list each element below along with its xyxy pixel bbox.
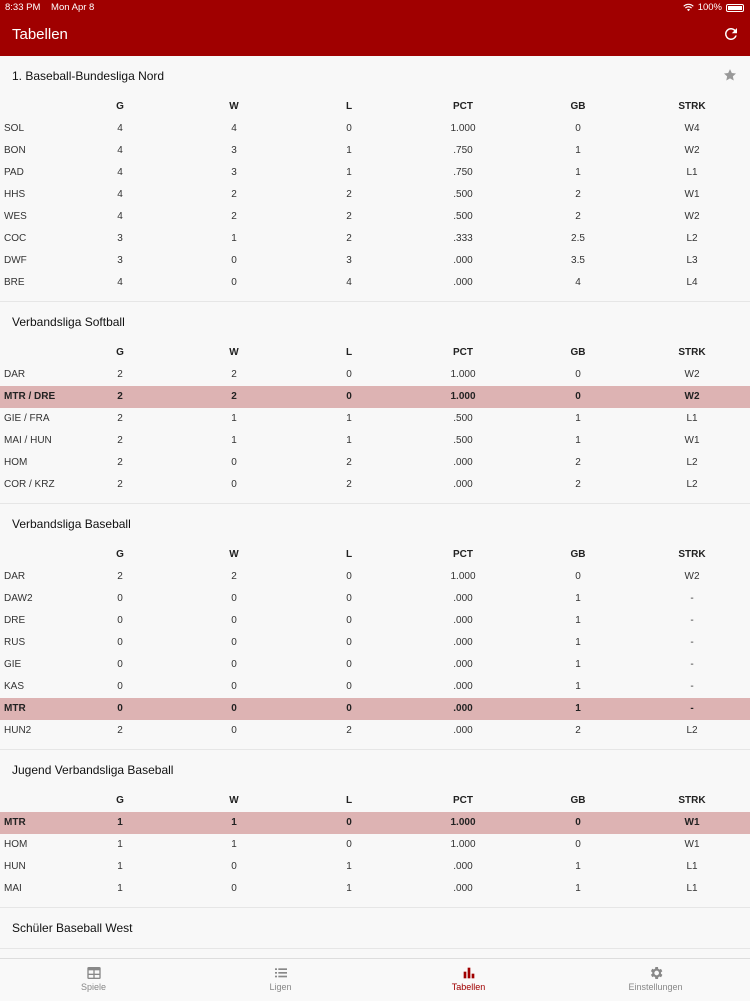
gb-cell: 2 (575, 725, 581, 736)
w-cell: 0 (231, 725, 237, 736)
l-cell: 0 (346, 659, 352, 670)
g-cell: 0 (117, 615, 123, 626)
strk-cell: W2 (684, 369, 700, 380)
pct-cell: .750 (453, 145, 473, 156)
l-cell: 3 (346, 255, 352, 266)
l-cell: 0 (346, 123, 352, 134)
w-cell: 0 (231, 703, 237, 714)
g-cell: 2 (117, 369, 123, 380)
gb-cell: 0 (575, 123, 581, 134)
status-time: 8:33 PM (5, 2, 41, 13)
column-header-strk: STRK (678, 795, 706, 806)
w-cell: 0 (231, 637, 237, 648)
w-cell: 1 (231, 413, 237, 424)
battery-percent: 100% (697, 2, 722, 13)
gb-cell: 3.5 (571, 255, 585, 266)
g-cell: 0 (117, 703, 123, 714)
table-row[interactable] (0, 228, 750, 250)
gb-cell: 2.5 (571, 233, 585, 244)
strk-cell: - (690, 593, 694, 604)
column-header-strk: STRK (678, 549, 706, 560)
gb-cell: 2 (575, 189, 581, 200)
l-cell: 2 (346, 479, 352, 490)
gb-cell: 1 (575, 637, 581, 648)
l-cell: 2 (346, 233, 352, 244)
strk-cell: L2 (686, 233, 698, 244)
team-cell: WES (4, 211, 27, 222)
strk-cell: - (690, 703, 694, 714)
table-row[interactable] (0, 676, 750, 698)
tab-einstellungen[interactable] (562, 959, 749, 1001)
team-cell: MTR (4, 817, 26, 828)
team-cell: BRE (4, 277, 25, 288)
column-header-w: W (229, 101, 239, 112)
column-header-g: G (116, 795, 124, 806)
strk-cell: W1 (684, 435, 700, 446)
gear-icon (648, 965, 664, 981)
w-cell: 3 (231, 167, 237, 178)
section-title: Verbandsliga Baseball (12, 517, 131, 531)
column-header-l: L (345, 101, 353, 112)
team-cell: DAR (4, 369, 26, 380)
tab-label: Spiele (80, 982, 107, 992)
w-cell: 0 (231, 659, 237, 670)
strk-cell: - (690, 637, 694, 648)
l-cell: 1 (346, 435, 352, 446)
gb-cell: 0 (575, 369, 581, 380)
w-cell: 1 (231, 839, 237, 850)
g-cell: 4 (117, 167, 123, 178)
l-cell: 0 (346, 369, 352, 380)
table-row[interactable] (0, 250, 750, 272)
standings-section (0, 56, 750, 302)
pct-cell: 1.000 (450, 391, 476, 402)
w-cell: 2 (231, 189, 237, 200)
team-cell: HOM (4, 839, 28, 850)
table-row[interactable] (0, 632, 750, 654)
l-cell: 1 (346, 167, 352, 178)
pct-cell: .000 (453, 479, 473, 490)
g-cell: 2 (117, 413, 123, 424)
strk-cell: L2 (686, 479, 698, 490)
team-cell: PAD (4, 167, 24, 178)
pct-cell: .000 (453, 659, 473, 670)
team-cell: DWF (4, 255, 27, 266)
l-cell: 2 (346, 725, 352, 736)
g-cell: 2 (117, 725, 123, 736)
l-cell: 1 (346, 145, 352, 156)
column-header-g: G (116, 549, 124, 560)
section-title: Verbandsliga Softball (12, 315, 125, 329)
g-cell: 1 (117, 861, 123, 872)
column-header-pct: PCT (453, 347, 473, 358)
section-spacer (0, 742, 750, 749)
calendar-icon (86, 965, 102, 981)
gb-cell: 2 (575, 211, 581, 222)
table-row[interactable] (0, 720, 750, 742)
pct-cell: .500 (453, 189, 473, 200)
gb-cell: 1 (575, 435, 581, 446)
strk-cell: - (690, 615, 694, 626)
table-row[interactable] (0, 812, 750, 834)
strk-cell: L1 (686, 167, 698, 178)
w-cell: 0 (231, 593, 237, 604)
g-cell: 4 (117, 277, 123, 288)
gb-cell: 1 (575, 593, 581, 604)
team-cell: MAI / HUN (4, 435, 52, 446)
table-row[interactable] (0, 386, 750, 408)
page-title: Tabellen (12, 26, 68, 43)
team-cell: COR / KRZ (4, 479, 55, 490)
bar-chart-icon (461, 965, 477, 981)
l-cell: 0 (346, 637, 352, 648)
section-spacer (0, 294, 750, 301)
w-cell: 3 (231, 145, 237, 156)
strk-cell: L1 (686, 413, 698, 424)
l-cell: 2 (346, 457, 352, 468)
w-cell: 2 (231, 391, 237, 402)
team-cell: DAR (4, 571, 26, 582)
g-cell: 4 (117, 189, 123, 200)
strk-cell: W1 (684, 817, 700, 828)
table-row[interactable] (0, 566, 750, 588)
l-cell: 1 (346, 883, 352, 894)
pct-cell: .000 (453, 637, 473, 648)
section-spacer (0, 496, 750, 503)
table-row[interactable] (0, 364, 750, 386)
team-cell: MTR / DRE (4, 391, 56, 402)
column-header-w: W (229, 549, 239, 560)
strk-cell: L2 (686, 725, 698, 736)
pct-cell: 1.000 (450, 571, 476, 582)
g-cell: 2 (117, 571, 123, 582)
table-row[interactable] (0, 162, 750, 184)
gb-cell: 1 (575, 145, 581, 156)
column-header-gb: GB (570, 347, 586, 358)
team-cell: COC (4, 233, 27, 244)
g-cell: 0 (117, 659, 123, 670)
l-cell: 1 (346, 413, 352, 424)
strk-cell: W2 (684, 571, 700, 582)
tab-ligen[interactable] (187, 959, 374, 1001)
gb-cell: 1 (575, 681, 581, 692)
g-cell: 0 (117, 637, 123, 648)
pct-cell: 1.000 (450, 369, 476, 380)
strk-cell: L2 (686, 457, 698, 468)
tab-tabellen[interactable] (375, 959, 562, 1001)
pct-cell: .000 (453, 593, 473, 604)
team-cell: MTR (4, 703, 26, 714)
refresh-icon[interactable] (722, 25, 740, 43)
pct-cell: .000 (453, 615, 473, 626)
g-cell: 1 (117, 817, 123, 828)
tab-label: Einstellungen (628, 982, 683, 992)
l-cell: 0 (346, 593, 352, 604)
l-cell: 2 (346, 189, 352, 200)
team-cell: DRE (4, 615, 26, 626)
l-cell: 0 (346, 615, 352, 626)
team-cell: RUS (4, 637, 26, 648)
l-cell: 0 (346, 839, 352, 850)
w-cell: 0 (231, 457, 237, 468)
pct-cell: .000 (453, 861, 473, 872)
w-cell: 1 (231, 435, 237, 446)
strk-cell: - (690, 681, 694, 692)
pct-cell: .000 (453, 883, 473, 894)
g-cell: 3 (117, 255, 123, 266)
pct-cell: .000 (453, 277, 473, 288)
gb-cell: 1 (575, 659, 581, 670)
column-header-gb: GB (570, 101, 586, 112)
team-cell: MAI (4, 883, 22, 894)
w-cell: 0 (231, 883, 237, 894)
gb-cell: 1 (575, 861, 581, 872)
w-cell: 0 (231, 479, 237, 490)
w-cell: 2 (231, 571, 237, 582)
pct-cell: .500 (453, 435, 473, 446)
column-header-l: L (345, 347, 353, 358)
gb-cell: 1 (575, 167, 581, 178)
pct-cell: .000 (453, 255, 473, 266)
g-cell: 0 (117, 593, 123, 604)
team-cell: HOM (4, 457, 28, 468)
w-cell: 0 (231, 255, 237, 266)
team-cell: GIE (4, 659, 22, 670)
column-header-l: L (345, 795, 353, 806)
table-row[interactable] (0, 698, 750, 720)
table-row[interactable] (0, 654, 750, 676)
g-cell: 4 (117, 145, 123, 156)
pct-cell: .333 (453, 233, 473, 244)
tab-spiele[interactable] (0, 959, 187, 1001)
column-header-gb: GB (570, 795, 586, 806)
table-row[interactable] (0, 430, 750, 452)
strk-cell: L1 (686, 861, 698, 872)
g-cell: 0 (117, 681, 123, 692)
l-cell: 0 (346, 391, 352, 402)
table-row[interactable] (0, 588, 750, 610)
table-row[interactable] (0, 408, 750, 430)
table-row[interactable] (0, 184, 750, 206)
table-row[interactable] (0, 856, 750, 878)
column-header-g: G (116, 101, 124, 112)
w-cell: 2 (231, 211, 237, 222)
pct-cell: 1.000 (450, 123, 476, 134)
table-row[interactable] (0, 272, 750, 294)
team-cell: HUN2 (4, 725, 32, 736)
gb-cell: 1 (575, 883, 581, 894)
strk-cell: L3 (686, 255, 698, 266)
column-header-gb: GB (570, 549, 586, 560)
standings-section (0, 908, 750, 949)
column-header-g: G (116, 347, 124, 358)
table-row[interactable] (0, 834, 750, 856)
table-header (0, 342, 750, 364)
column-header-strk: STRK (678, 347, 706, 358)
g-cell: 4 (117, 123, 123, 134)
section-spacer (0, 900, 750, 907)
team-cell: GIE / FRA (4, 413, 50, 424)
gb-cell: 1 (575, 615, 581, 626)
status-bar (0, 0, 750, 16)
standings-list[interactable] (0, 56, 750, 958)
gb-cell: 2 (575, 479, 581, 490)
table-row[interactable] (0, 878, 750, 900)
battery-icon (726, 4, 744, 12)
favorite-star-icon[interactable] (723, 68, 737, 82)
pct-cell: .000 (453, 681, 473, 692)
column-header-strk: STRK (678, 101, 706, 112)
pct-cell: .500 (453, 413, 473, 424)
w-cell: 0 (231, 615, 237, 626)
standings-section (0, 302, 750, 504)
team-cell: DAW2 (4, 593, 33, 604)
table-header (0, 96, 750, 118)
g-cell: 2 (117, 457, 123, 468)
status-date: Mon Apr 8 (51, 2, 95, 13)
column-header-pct: PCT (453, 795, 473, 806)
column-header-l: L (345, 549, 353, 560)
g-cell: 2 (117, 479, 123, 490)
l-cell: 0 (346, 571, 352, 582)
g-cell: 4 (117, 211, 123, 222)
table-row[interactable] (0, 140, 750, 162)
team-cell: HUN (4, 861, 26, 872)
strk-cell: W1 (684, 189, 700, 200)
tab-label: Ligen (269, 982, 292, 992)
gb-cell: 0 (575, 839, 581, 850)
w-cell: 1 (231, 233, 237, 244)
pct-cell: .000 (453, 725, 473, 736)
strk-cell: W4 (684, 123, 700, 134)
strk-cell: - (690, 659, 694, 670)
g-cell: 3 (117, 233, 123, 244)
table-header (0, 790, 750, 812)
table-row[interactable] (0, 610, 750, 632)
w-cell: 0 (231, 277, 237, 288)
team-cell: SOL (4, 123, 25, 134)
w-cell: 2 (231, 369, 237, 380)
strk-cell: L4 (686, 277, 698, 288)
table-row[interactable] (0, 118, 750, 140)
column-header-w: W (229, 795, 239, 806)
l-cell: 1 (346, 861, 352, 872)
gb-cell: 0 (575, 391, 581, 402)
table-header (0, 544, 750, 566)
gb-cell: 0 (575, 817, 581, 828)
gb-cell: 2 (575, 457, 581, 468)
strk-cell: W2 (684, 211, 700, 222)
wifi-icon (683, 3, 694, 12)
column-header-w: W (229, 347, 239, 358)
g-cell: 2 (117, 435, 123, 446)
strk-cell: L1 (686, 883, 698, 894)
table-row[interactable] (0, 206, 750, 228)
gb-cell: 4 (575, 277, 581, 288)
section-title: Schüler Baseball West (12, 921, 133, 935)
l-cell: 0 (346, 817, 352, 828)
l-cell: 4 (346, 277, 352, 288)
tab-bar (0, 958, 750, 1001)
l-cell: 0 (346, 703, 352, 714)
strk-cell: W2 (684, 145, 700, 156)
pct-cell: .000 (453, 457, 473, 468)
gb-cell: 1 (575, 703, 581, 714)
gb-cell: 0 (575, 571, 581, 582)
w-cell: 1 (231, 817, 237, 828)
column-header-pct: PCT (453, 549, 473, 560)
l-cell: 2 (346, 211, 352, 222)
w-cell: 0 (231, 681, 237, 692)
standings-section (0, 750, 750, 908)
pct-cell: 1.000 (450, 839, 476, 850)
g-cell: 1 (117, 839, 123, 850)
list-icon (273, 965, 289, 981)
team-cell: HHS (4, 189, 26, 200)
strk-cell: W1 (684, 839, 700, 850)
pct-cell: .750 (453, 167, 473, 178)
pct-cell: 1.000 (450, 817, 476, 828)
section-title: 1. Baseball-Bundesliga Nord (0, 56, 750, 96)
w-cell: 4 (231, 123, 237, 134)
gb-cell: 1 (575, 413, 581, 424)
column-header-pct: PCT (453, 101, 473, 112)
pct-cell: .500 (453, 211, 473, 222)
w-cell: 0 (231, 861, 237, 872)
strk-cell: W2 (684, 391, 700, 402)
pct-cell: .000 (453, 703, 473, 714)
tab-label: Tabellen (451, 982, 486, 992)
g-cell: 1 (117, 883, 123, 894)
g-cell: 2 (117, 391, 123, 402)
table-row[interactable] (0, 474, 750, 496)
l-cell: 0 (346, 681, 352, 692)
standings-section (0, 504, 750, 750)
nav-bar (0, 0, 750, 56)
team-cell: BON (4, 145, 26, 156)
table-row[interactable] (0, 452, 750, 474)
section-title: Jugend Verbandsliga Baseball (12, 763, 174, 777)
team-cell: KAS (4, 681, 25, 692)
